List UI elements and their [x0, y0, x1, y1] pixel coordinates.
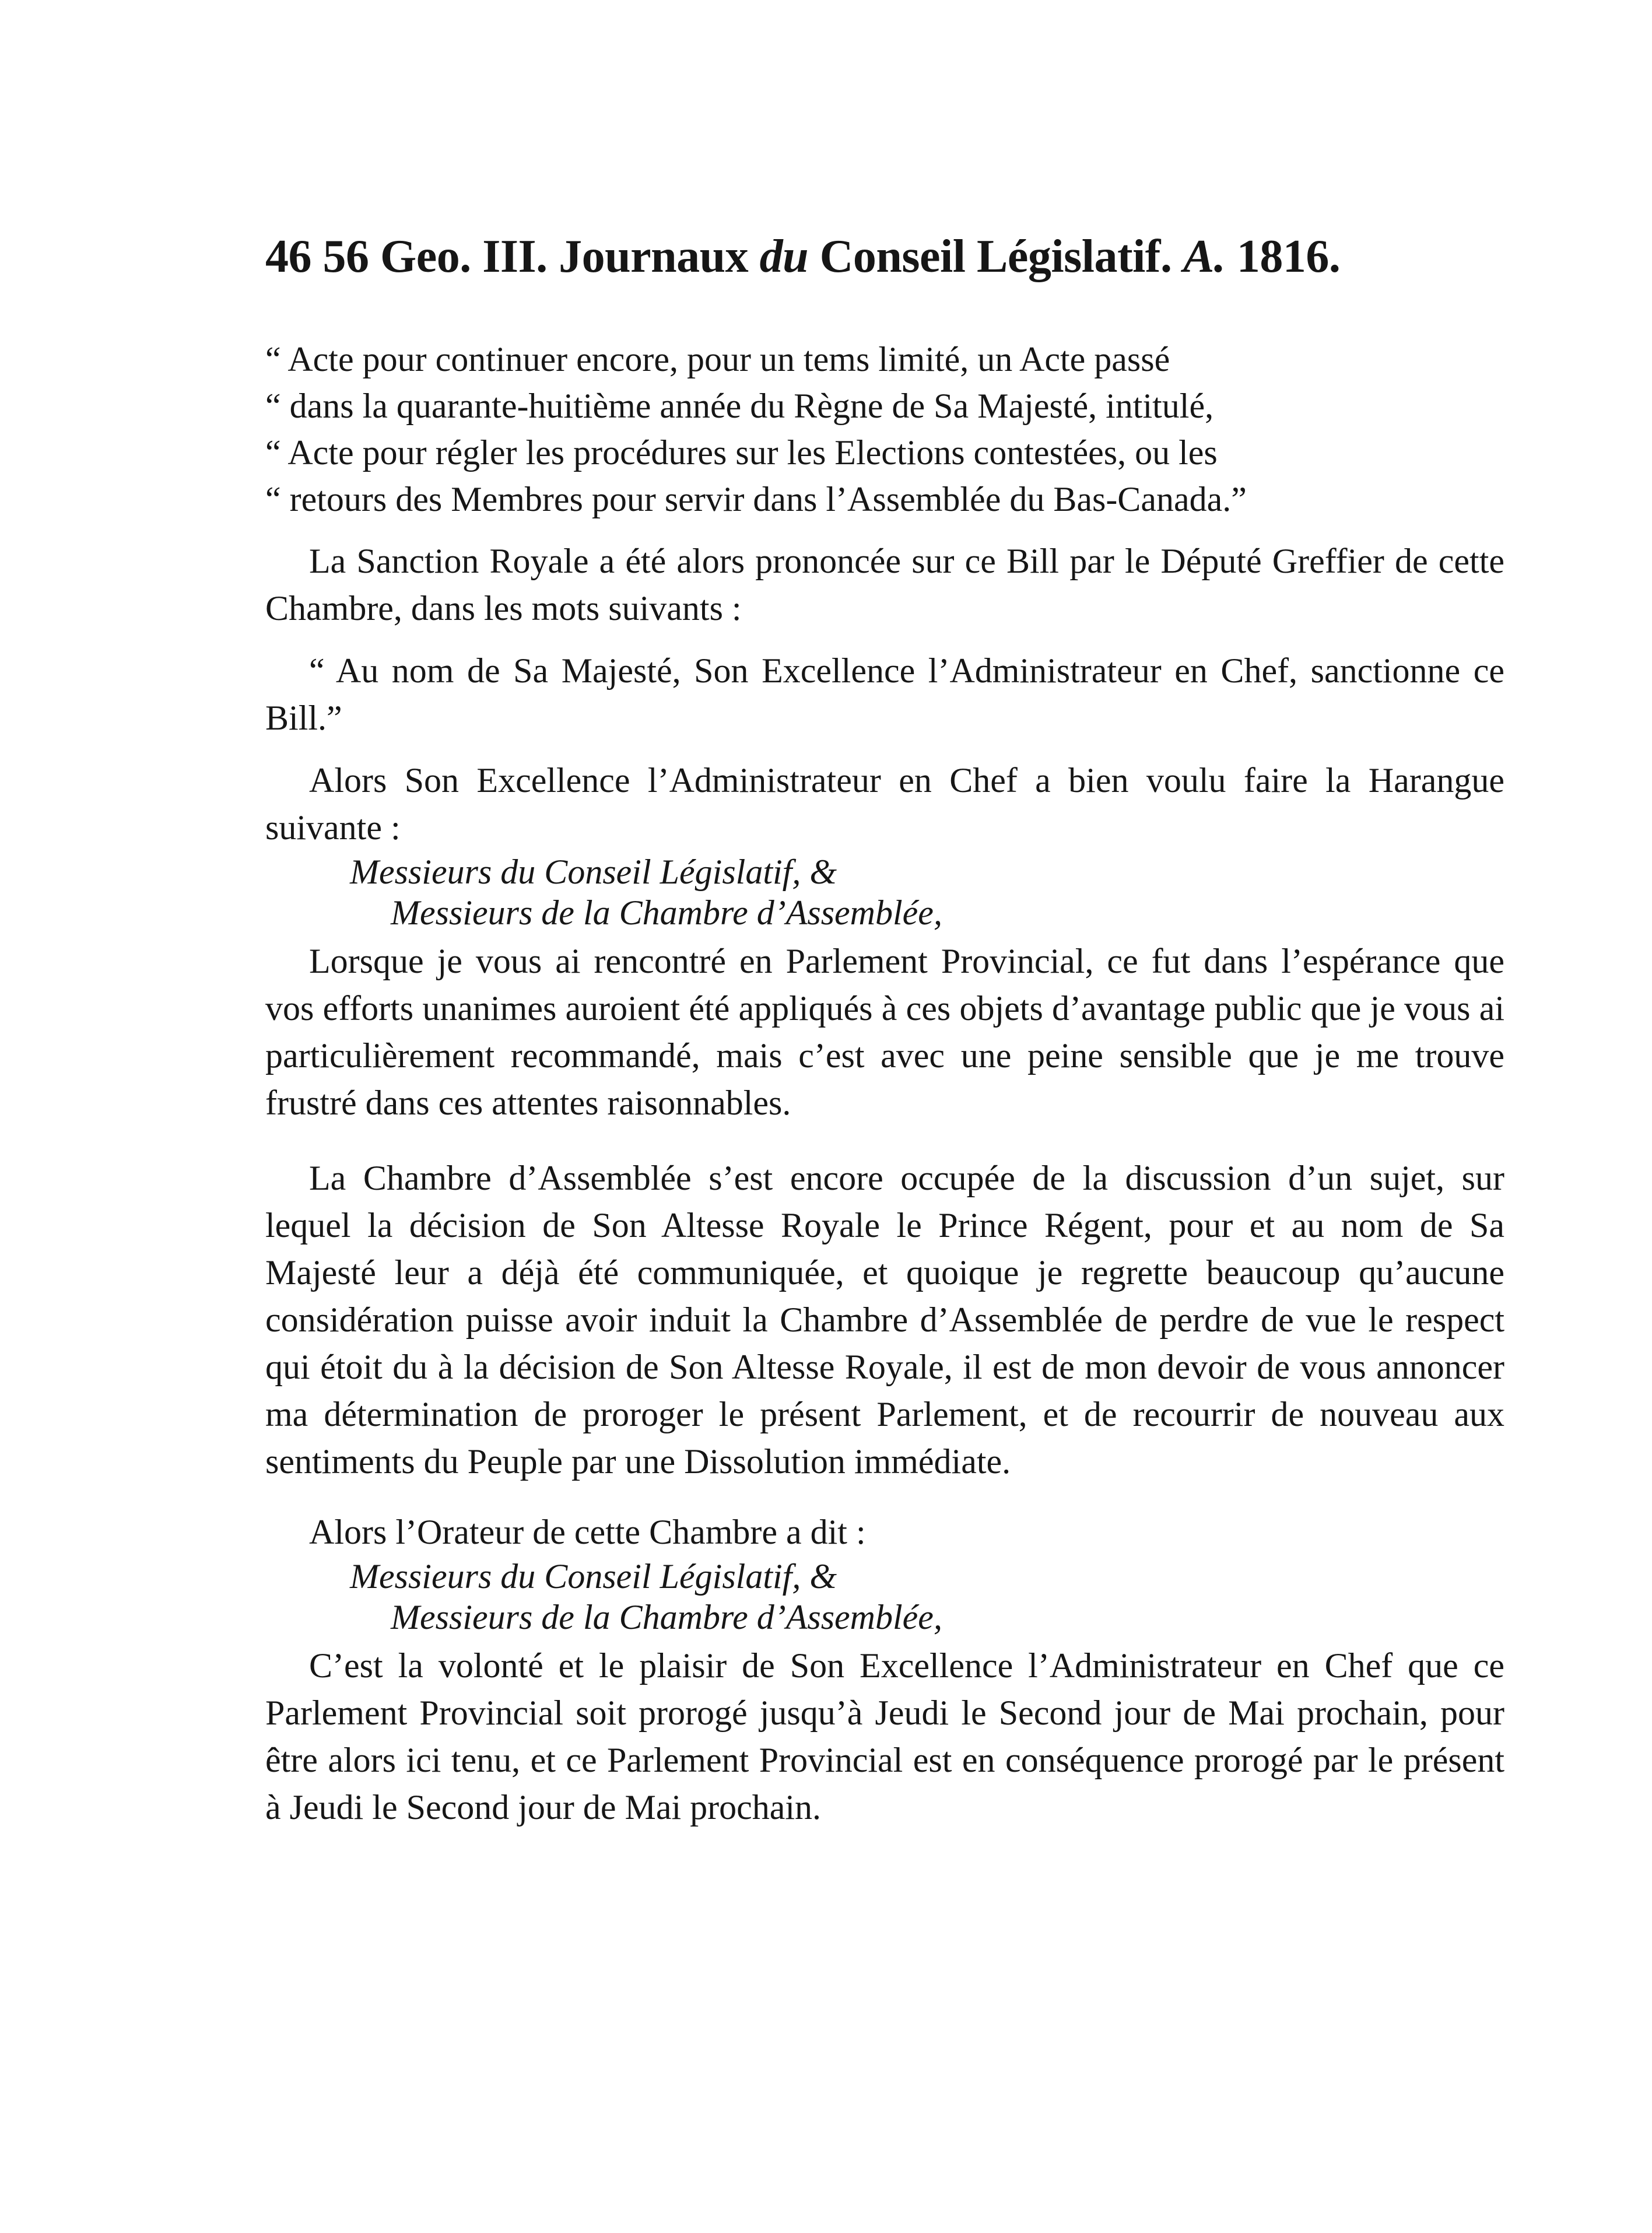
paragraph-speech-2: La Chambre d’Assemblée s’est encore occupée de la discussion d’un sujet, sur lequel la décision de Son Altesse Royale le Prince Régent, pour et au nom de Sa Majesté leur a déjà été communiquée, et quoique je regrette beaucoup qu’aucune considération puisse avoir induit la Chambre d’Assemblée de perdre de vue le respect qui étoit du à la décision de Son Altesse Royale, il est de mon devoir de vous annoncer ma détermination de proroger le présent Parlement, et de recourrir de nouveau aux sentiments du Peuple par une Dissolution immédiate. — [265, 1159, 1504, 1481]
salutation-line: Messieurs de la Chambre d’Assemblée, — [391, 1598, 942, 1636]
journal-title-part1: Journaux — [559, 231, 749, 282]
paragraph-speech-1: Lorsque je vous ai rencontré en Parlement Provincial, ce fut dans l’espérance que vos efforts unanimes auroient été appliqués à ces objets d’avantage public que je vous ai particulièrement recommandé, mais c’est avec une peine sensible que je me trouve frustré dans ces attentes raisonnables. — [265, 942, 1504, 1122]
journal-title-part2: Conseil Législatif. — [819, 231, 1172, 282]
salutation-line: Messieurs du Conseil Législatif, & — [350, 1557, 837, 1596]
journal-title-du: du — [759, 231, 809, 282]
document-page — [265, 230, 1504, 1831]
quoted-act-title — [265, 336, 1504, 523]
address-salutation-1 — [265, 851, 1504, 933]
paragraph-orateur-intro: Alors l’Orateur de cette Chambre a dit : — [309, 1513, 866, 1551]
quoted-act-line: “ dans la quarante-huitième année du Règne de Sa Majesté, intitulé, — [265, 387, 1214, 425]
year: 1816. — [1236, 231, 1341, 282]
paragraph-sanction-formula: “ Au nom de Sa Majesté, Son Excellence l’Administrateur en Chef, sanctionne ce Bill.” — [265, 651, 1504, 737]
address-salutation-2 — [265, 1556, 1504, 1638]
running-head — [265, 230, 1504, 283]
year-prefix: A. — [1183, 231, 1226, 282]
regnal-year: 56 Geo. III. — [322, 231, 548, 282]
paragraph-harangue-intro: Alors Son Excellence l’Administrateur en Chef a bien voulu faire la Harangue suivante : — [265, 761, 1504, 847]
quoted-act-line: “ retours des Membres pour servir dans l’Assemblée du Bas-Canada.” — [265, 480, 1247, 518]
salutation-line: Messieurs de la Chambre d’Assemblée, — [391, 893, 942, 932]
quoted-act-line: “ Acte pour régler les procédures sur les Elections contestées, ou les — [265, 433, 1218, 472]
quoted-act-line: “ Acte pour continuer encore, pour un tems limité, un Acte passé — [265, 340, 1170, 378]
paragraph-sanction-intro: La Sanction Royale a été alors prononcée sur ce Bill par le Député Greffier de cette Chambre, dans les mots suivants : — [265, 542, 1504, 628]
paragraph-prorogation: C’est la volonté et le plaisir de Son Excellence l’Administrateur en Chef que ce Parlement Provincial soit prorogé jusqu’à Jeudi le Second jour de Mai prochain, pour être alors ici tenu, et ce Parlement Provincial est en conséquence prorogé par le présent à Jeudi le Second jour de Mai prochain. — [265, 1646, 1504, 1827]
page-number: 46 — [265, 231, 311, 282]
salutation-line: Messieurs du Conseil Législatif, & — [350, 853, 837, 891]
